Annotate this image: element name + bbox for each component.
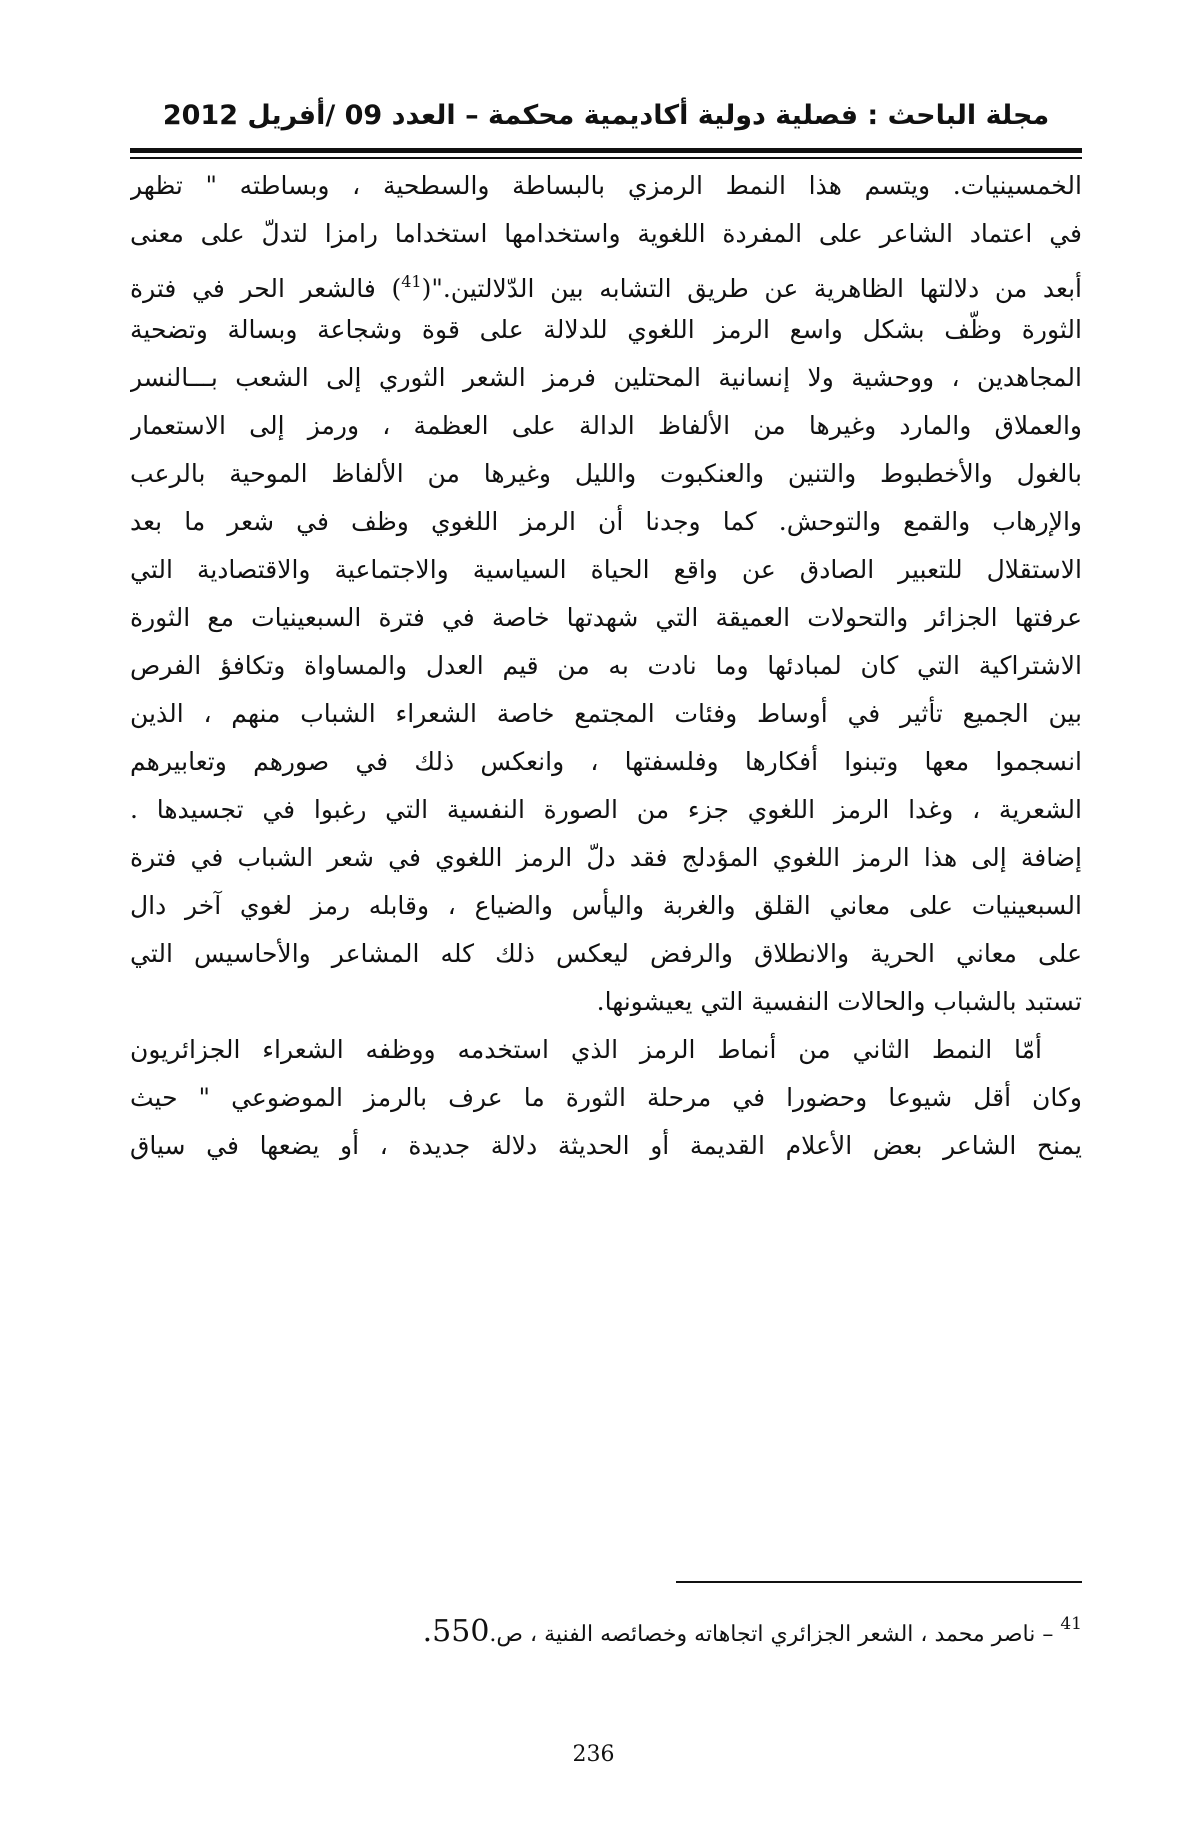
body-line-with-ref	[130, 258, 1082, 306]
body-line: إضافة إلى هذا الرمز اللغوي المؤدلج فقد دلّ الرمز اللغوي في شعر الشباب في فترة	[130, 843, 1082, 872]
body-line: الاشتراكية التي كان لمبادئها وما نادت به من قيم العدل والمساواة وتكافؤ الفرص	[130, 651, 1082, 680]
body-line: الشعرية ، وغدا الرمز اللغوي جزء من الصورة النفسية التي رغبوا في تجسيدها .	[130, 795, 1082, 824]
body-line: السبعينيات على معاني القلق والغربة واليأس والضياع ، وقابله رمز لغوي آخر دال	[130, 891, 1082, 920]
footnote-page: 550.	[422, 1614, 490, 1649]
footnote	[130, 1604, 1082, 1655]
page-number: 236	[572, 1742, 615, 1767]
body-line: أمّا النمط الثاني من أنماط الرمز الذي استخدمه ووظفه الشعراء الجزائريون	[130, 1035, 1042, 1064]
body-line: وكان أقل شيوعا وحضورا في مرحلة الثورة ما عرف بالرمز الموضوعي " حيث	[130, 1083, 1082, 1112]
footnote-number: 41	[1060, 1614, 1082, 1634]
body-line: بالغول والأخطبوط والتنين والعنكبوت والليل وغيرها من الألفاظ الموحية بالرعب	[130, 459, 1082, 488]
body-line: الخمسينيات. ويتسم هذا النمط الرمزي بالبساطة والسطحية ، وبساطته " تظهر	[130, 171, 1082, 200]
body-line: بين الجميع تأثير في أوساط وفئات المجتمع خاصة الشعراء الشباب منهم ، الذين	[130, 699, 1082, 728]
body-line-head: أبعد من دلالتها الظاهرية عن طريق التشابه بين الدّلالتين."(	[421, 274, 1082, 303]
body-line: والعملاق والمارد وغيرها من الألفاظ الدالة على العظمة ، ورمز إلى الاستعمار	[130, 411, 1082, 440]
body-text	[130, 162, 1082, 1170]
body-line: في اعتماد الشاعر على المفردة اللغوية واستخدامها استخداما رامزا لتدلّ على معنى	[130, 219, 1082, 248]
body-line: يمنح الشاعر بعض الأعلام القديمة أو الحديثة دلالة جديدة ، أو يضعها في سياق	[130, 1131, 1082, 1160]
header-rule-thin	[130, 157, 1082, 159]
body-line: تستبد بالشباب والحالات النفسية التي يعيشونها.	[596, 987, 1082, 1016]
body-line: انسجموا معها وتبنوا أفكارها وفلسفتها ، وانعكس ذلك في صورهم وتعابيرهم	[130, 747, 1082, 776]
body-line: عرفتها الجزائر والتحولات العميقة التي شهدتها خاصة في فترة السبعينيات مع الثورة	[130, 603, 1082, 632]
footnote-separator	[676, 1581, 1082, 1583]
body-line: المجاهدين ، ووحشية ولا إنسانية المحتلين فرمز الشعر الثوري إلى الشعب بـــالنسر	[130, 363, 1082, 392]
footnote-text: – ناصر محمد ، الشعر الجزائري اتجاهاته وخصائصه الفنية ، ص.	[489, 1622, 1054, 1647]
header-rule-thick	[130, 148, 1082, 153]
body-line: على معاني الحرية والانطلاق والرفض ليعكس ذلك كله المشاعر والأحاسيس التي	[130, 939, 1082, 968]
body-line: والإرهاب والقمع والتوحش. كما وجدنا أن الرمز اللغوي وظف في شعر ما بعد	[130, 507, 1082, 536]
body-line-tail: ) فالشعر الحر في فترة	[130, 274, 402, 303]
journal-header: مجلة الباحث : فصلية دولية أكاديمية محكمة – العدد 09 /أفريل 2012	[162, 100, 1050, 131]
body-line: الثورة وظّف بشكل واسع الرمز اللغوي للدلالة على قوة وشجاعة وبسالة وتضحية	[130, 315, 1082, 344]
body-line: الاستقلال للتعبير الصادق عن واقع الحياة السياسية والاجتماعية والاقتصادية التي	[130, 555, 1082, 584]
footnote-ref: 41	[401, 272, 422, 291]
